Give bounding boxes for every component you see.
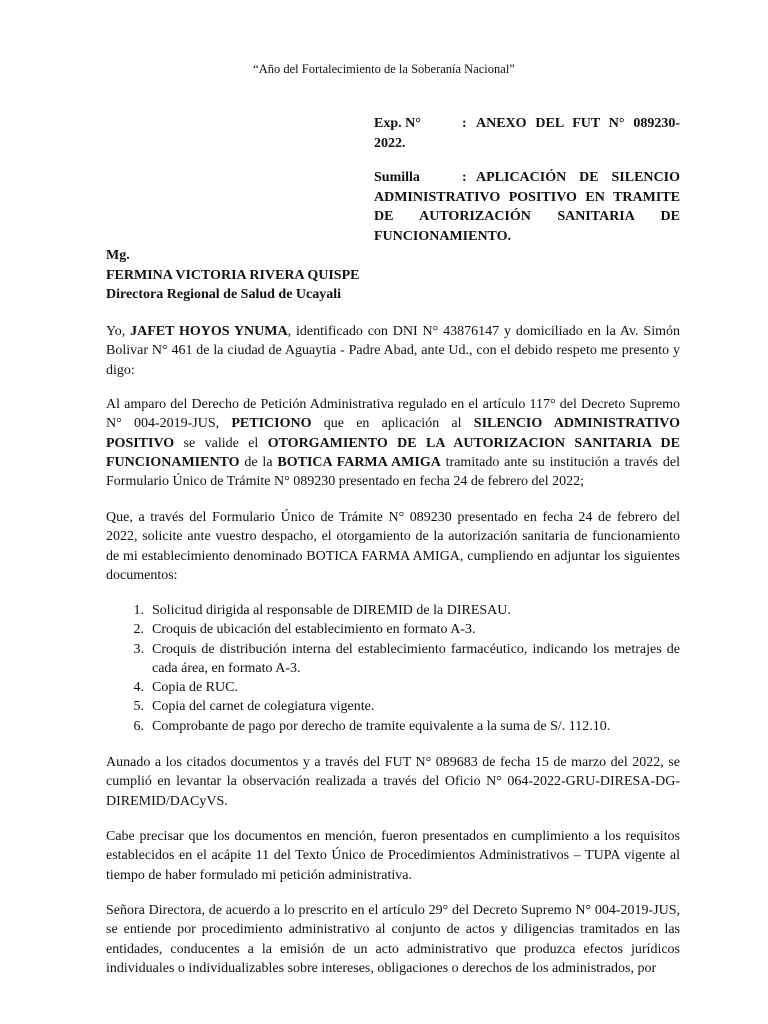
list-item-number: 6. xyxy=(133,718,144,734)
list-item xyxy=(106,697,680,716)
addressee-name: FERMINA VICTORIA RIVERA QUISPE xyxy=(106,267,360,283)
intro-paragraph: Yo, JAFET HOYOS YNUMA, identificado con DNI N° 43876147 y domiciliado en la Av. Simón Bolivar N° 461 de la ciudad de Aguaytia - Padre Abad, ante Ud., con el debido respeto me presento y digo: xyxy=(106,324,680,378)
addressee-position: Directora Regional de Salud de Ucayali xyxy=(106,287,342,302)
expediente-block xyxy=(374,114,680,153)
list-item xyxy=(106,678,680,697)
list-item-number: 4. xyxy=(133,680,144,696)
list-item-text: Comprobante de pago por derecho de tramite equivalente a la suma de S/. 112.10. xyxy=(152,718,611,734)
list-item xyxy=(106,640,680,679)
senora-paragraph: Señora Directora, de acuerdo a lo prescrito en el artículo 29° del Decreto Supremo N° 004-2019-JUS, se entiende por procedimiento administrativo al conjunto de actos y diligencias tramitados en las entidades, conducentes a la emisión de un acto administrativo que produzca efectos jurídicos individuales o individualizables sobre intereses, obligaciones o derechos de los administrados, por xyxy=(106,903,680,976)
petition-paragraph: Al amparo del Derecho de Petición Administrativa regulado en el artículo 117° del Decreto Supremo N° 004-2019-JUS, PETICIONO que en aplicación al SILENCIO ADMINISTRATIVO POSITIVO se valide el OTORGAMIENTO DE LA AUTORIZACION SANITARIA DE FUNCIONAMIENTO de la BOTICA FARMA AMIGA tramitado ante su institución a través del Formulario Único de Trámite N° 089230 presentado en fecha 24 de febrero del 2022; xyxy=(106,397,680,490)
list-item-text: Copia de RUC. xyxy=(152,680,238,696)
list-item-text: Solicitud dirigida al responsable de DIREMID de la DIRESAU. xyxy=(152,603,511,618)
list-item-number: 5. xyxy=(133,699,144,715)
list-item-number: 2. xyxy=(133,622,144,638)
expediente-value-line1: ANEXO DEL FUT N° 089230- xyxy=(476,116,680,131)
sumilla-value-rest: ADMINISTRATIVO POSITIVO EN TRAMITE DE AUTORIZACIÓN SANITARIA DE FUNCIONAMIENTO. xyxy=(374,189,680,244)
list-item xyxy=(106,717,680,736)
applicant-name: JAFET HOYOS YNUMA xyxy=(130,324,288,339)
list-item-text: Croquis de ubicación del establecimiento en formato A-3. xyxy=(152,622,476,638)
sumilla-block xyxy=(374,168,680,246)
sumilla-label: Sumilla xyxy=(374,170,420,185)
year-motto: “Año del Fortalecimiento de la Soberanía Nacional” xyxy=(253,62,515,76)
sumilla-value-line1: APLICACIÓN DE SILENCIO xyxy=(476,170,680,185)
sumilla-separator: : xyxy=(462,170,467,185)
addressee-title: Mg. xyxy=(106,248,130,263)
list-item-number: 3. xyxy=(133,641,144,657)
expediente-separator: : xyxy=(462,116,467,131)
cabe-paragraph: Cabe precisar que los documentos en mención, fueron presentados en cumplimiento a los requisitos establecidos en el acápite 11 del Texto Único de Procedimientos Administrativos – TUPA vigente al tiempo de haber formulado mi petición administrativa. xyxy=(106,829,680,883)
expediente-label: Exp. N° xyxy=(374,116,421,131)
expediente-value-line2: 2022. xyxy=(374,135,406,151)
list-item-text: Croquis de distribución interna del establecimiento farmacéutico, indicando los metrajes de cada área, en formato A-3. xyxy=(152,641,680,676)
aunado-paragraph: Aunado a los citados documentos y a través del FUT N° 089683 de fecha 15 de marzo del 2022, se cumplió en levantar la observación realizada a través del Oficio N° 064-2022-GRU-DIRESA-DG-DIREMID/DACyVS. xyxy=(106,755,680,809)
addressee-block xyxy=(106,246,359,305)
list-item-number: 1. xyxy=(133,603,144,618)
list-item xyxy=(106,620,680,639)
list-item xyxy=(106,601,680,620)
list-item-text: Copia del carnet de colegiatura vigente. xyxy=(152,699,375,715)
documents-list xyxy=(106,601,680,736)
que-paragraph: Que, a través del Formulario Único de Trámite N° 089230 presentado en fecha 24 de febrero del 2022, solicite ante vuestro despacho, el otorgamiento de la autorización sanitaria de funcionamiento de mi establecimiento denominado BOTICA FARMA AMIGA, cumpliendo en adjuntar los siguientes documentos: xyxy=(106,510,680,583)
